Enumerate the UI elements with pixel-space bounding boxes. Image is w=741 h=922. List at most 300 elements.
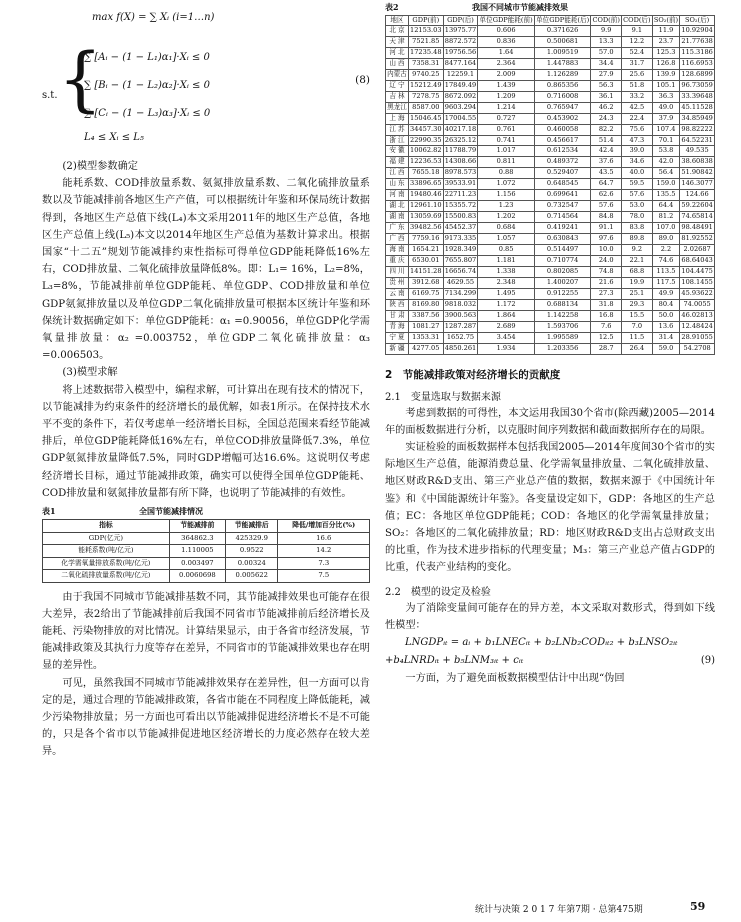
table1-cell: 化学需氧量排放系数(吨/亿元): [43, 557, 170, 570]
table2-cell: 74.8: [591, 266, 622, 277]
table2-cell: 9603.294: [443, 102, 478, 113]
table2-region-cell: 甘 肃: [386, 310, 409, 321]
table2-cell: 13.3: [591, 36, 622, 47]
table2-cell: 6530.01: [408, 256, 443, 267]
table2-cell: 15212.49: [408, 80, 443, 91]
table2-cell: 4277.05: [408, 343, 443, 354]
table2-cell: 80.4: [652, 299, 680, 310]
table1-caption: [42, 506, 370, 517]
table1: [42, 519, 370, 583]
table2-cell: 7.6: [591, 321, 622, 332]
table2-cell: 0.460058: [534, 124, 591, 135]
table2-cell: 36.3: [652, 91, 680, 102]
table2-cell: 0.836: [478, 36, 535, 47]
table2-cell: 0.88: [478, 168, 535, 179]
table2-cell: 4629.55: [443, 277, 478, 288]
table2-header: COD(前): [592, 16, 620, 24]
table2-cell: 0.765947: [534, 102, 591, 113]
table2-cell: 59.22604: [680, 201, 715, 212]
table2-cell: 1.172: [478, 299, 535, 310]
table2-row: [386, 36, 715, 47]
table2-cell: 8477.164: [443, 58, 478, 69]
table2-region-cell: 陕 西: [386, 299, 409, 310]
table2-cell: 22.4: [622, 113, 653, 124]
table2-cell: 12.2: [622, 36, 653, 47]
table2-header: GDP(后): [443, 16, 478, 26]
table2-cell: 22990.35: [408, 135, 443, 146]
equation-9-line1: LNGDPᵢₜ = aᵢ + b₁LNECᵢₜ + b₂LNb₂CODᵢₜ₂ + b₃LNSO₂ᵢₜ: [405, 637, 678, 649]
table2-row: [386, 47, 715, 58]
table2-region-cell: 青 海: [386, 321, 409, 332]
table2-cell: 126.8: [652, 58, 680, 69]
table2-cell: 28.7: [591, 343, 622, 354]
table2-region-cell: 山 西: [386, 58, 409, 69]
table2-cell: 39.0: [622, 146, 653, 157]
table2-cell: 1928.349: [443, 245, 478, 256]
table2-cell: 2.348: [478, 277, 535, 288]
table2-cell: 64.4: [652, 201, 680, 212]
table1-cell: 0.003497: [169, 557, 225, 570]
table2-cell: 113.5: [652, 266, 680, 277]
table2-row: [386, 124, 715, 135]
table2-cell: 7655.807: [443, 256, 478, 267]
table2-region-cell: 黑龙江: [386, 102, 409, 113]
table2-header: 单位GDP能耗(后): [536, 16, 590, 24]
table1-header: 降低/增加百分比(%): [278, 520, 370, 533]
table2-region-cell: 云 南: [386, 288, 409, 299]
table2-cell: 1.439: [478, 80, 535, 91]
table2-cell: 21.6: [591, 277, 622, 288]
paragraph-2-2-a: 为了消除变量间可能存在的异方差，本文采取对数形式，得到如下线性模型：: [385, 602, 715, 631]
table2-cell: 0.741: [478, 135, 535, 146]
table2-cell: 39482.56: [408, 223, 443, 234]
equation-9: [385, 634, 715, 670]
table2-cell: 0.606: [478, 26, 535, 37]
table2-row: [386, 223, 715, 234]
table2-title: 我国不同城市节能减排效果: [472, 2, 569, 12]
table2-cell: 0.912255: [534, 288, 591, 299]
table2-cell: 1.072: [478, 179, 535, 190]
table2-cell: 11788.79: [443, 146, 478, 157]
table2-cell: 23.7: [652, 36, 680, 47]
table2-cell: 1.214: [478, 102, 535, 113]
table2-cell: 56.3: [591, 80, 622, 91]
table2-cell: 42.4: [591, 146, 622, 157]
table2-cell: 0.732547: [534, 201, 591, 212]
table2-cell: 39533.91: [443, 179, 478, 190]
table2-region-cell: 安 徽: [386, 146, 409, 157]
table2-region-cell: 湖 北: [386, 201, 409, 212]
table2-cell: 28.91055: [680, 332, 715, 343]
table2-cell: 7759.16: [408, 234, 443, 245]
table2-row: [386, 26, 715, 37]
table2-cell: 38.60838: [680, 157, 715, 168]
table2-cell: 33896.65: [408, 179, 443, 190]
paragraph-2-2-b: 一方面，为了避免面板数据模型估计中出现“伪回: [405, 673, 625, 685]
constraint-brace: {: [58, 38, 103, 120]
table2-cell: 139.9: [652, 69, 680, 80]
table2-cell: 0.529407: [534, 168, 591, 179]
table2-cell: 53.0: [622, 201, 653, 212]
table1-header: 节能减排后: [226, 520, 278, 533]
table2-cell: 0.514497: [534, 245, 591, 256]
table1-cell: 0.0060698: [169, 570, 225, 583]
table2-cell: 57.6: [622, 190, 653, 201]
table2-row: [386, 168, 715, 179]
table1-cell: 14.2: [278, 545, 370, 558]
table2-cell: 128.6899: [680, 69, 715, 80]
table1-cell: 364862.3: [169, 532, 225, 545]
table2-cell: 8672.092: [443, 91, 478, 102]
table2-cell: 70.1: [652, 135, 680, 146]
table2-cell: 64.7: [591, 179, 622, 190]
table1-cell: 0.00324: [226, 557, 278, 570]
table2-cell: 1.126289: [534, 69, 591, 80]
table2-cell: 36.1: [591, 91, 622, 102]
table2-cell: 1.23: [478, 201, 535, 212]
table2-cell: 84.8: [591, 212, 622, 223]
table2-cell: 0.714564: [534, 212, 591, 223]
table2-cell: 40.0: [622, 168, 653, 179]
table2-cell: 74.6: [652, 256, 680, 267]
table2-row: [386, 332, 715, 343]
table2-cell: 82.2: [591, 124, 622, 135]
table1-row: [43, 532, 370, 545]
table2-row: [386, 102, 715, 113]
table2-cell: 146.3077: [680, 179, 715, 190]
table2-cell: 42.5: [622, 102, 653, 113]
table2-cell: 117.5: [652, 277, 680, 288]
table2-cell: 19.9: [622, 277, 653, 288]
table2-cell: 1.203356: [534, 343, 591, 354]
table2-cell: 1.202: [478, 212, 535, 223]
table2-row: [386, 277, 715, 288]
table2-cell: 42.0: [652, 157, 680, 168]
table2-cell: 124.66: [680, 190, 715, 201]
table2-cell: 25.1: [622, 288, 653, 299]
table2-cell: 107.4: [652, 124, 680, 135]
table2-cell: 7521.85: [408, 36, 443, 47]
table2-header: COD(后): [623, 16, 651, 24]
page-number: 59: [690, 900, 706, 913]
table2-cell: 57.6: [591, 201, 622, 212]
table2-cell: 19756.56: [443, 47, 478, 58]
table2-cell: 34.4: [591, 58, 622, 69]
table2-cell: 108.1455: [680, 277, 715, 288]
table2-cell: 49.535: [680, 146, 715, 157]
table2-cell: 34457.30: [408, 124, 443, 135]
table2-cell: 2.02687: [680, 245, 715, 256]
table2-cell: 10.0: [591, 245, 622, 256]
table2-cell: 98.48491: [680, 223, 715, 234]
table2-header: 地区: [386, 16, 409, 26]
table2-cell: 12961.10: [408, 201, 443, 212]
table2-cell: 7278.75: [408, 91, 443, 102]
table2-cell: 14151.28: [408, 266, 443, 277]
table2-cell: 1.017: [478, 146, 535, 157]
table2-cell: 0.761: [478, 124, 535, 135]
table2-cell: 9740.25: [408, 69, 443, 80]
table2-region-cell: 内蒙古: [386, 69, 409, 80]
table2-cell: 10062.82: [408, 146, 443, 157]
table2-cell: 1.338: [478, 266, 535, 277]
table2-cell: 9173.335: [443, 234, 478, 245]
table2-cell: 68.8: [622, 266, 653, 277]
table2-cell: 0.419241: [534, 223, 591, 234]
equation-number-9: (9): [700, 655, 715, 667]
table2-cell: 2.689: [478, 321, 535, 332]
table2-cell: 91.1: [591, 223, 622, 234]
heading-model-params: (2)模型参数确定: [62, 161, 138, 172]
table2-cell: 8872.572: [443, 36, 478, 47]
section-2-heading: 2 节能减排政策对经济增长的贡献度: [385, 368, 561, 381]
table2-cell: 1.209: [478, 91, 535, 102]
table2-cell: 37.9: [652, 113, 680, 124]
table2-cell: 13059.69: [408, 212, 443, 223]
table2-cell: 17235.48: [408, 47, 443, 58]
table2-cell: 24.3: [591, 113, 622, 124]
paragraph-params: 能耗系数、COD排放量系数、氨氮排放量系数、二氧化硫排放量系数以及节能减排前各地区生产产值，可以根据统计年鉴和环保局统计数据得到，各地区生产总值下线(L₄)本文采用2011年的地区生产总值，各地区生产总值上线(L₅)本文以2014年地区生产总值为基数计算求出。根据国家“十二五”规划节能减排约束性指标可得单位GDP能耗降低16%左右，COD排放量、二氧化硫排放量降低8%。即：L₁= 16%，L₂=8%，L₃=8%，节能减排前单位GDP能耗、单位GDP、COD排放量和单位GDP氨氮排放量以及单位GDP二氧化硫排放量可根据本区统计年鉴和环保统计数据确定如下：单位GDP能耗：α₁ =0.90056，单位GDP化学需氧量排放量：α₂ =0.003752，单位GDP二氧化硫排放量：α₃ =0.006503。: [42, 178, 370, 362]
table1-cell: 7.5: [278, 570, 370, 583]
table2-cell: 105.1: [652, 80, 680, 91]
table2-cell: 16.8: [591, 310, 622, 321]
table1-label: 表1: [42, 506, 56, 517]
table2-cell: 22.1: [622, 256, 653, 267]
table2-cell: 0.456617: [534, 135, 591, 146]
table2: [385, 15, 715, 355]
table1-title: 全国节能减排情况: [139, 506, 204, 517]
table2-cell: 19480.46: [408, 190, 443, 201]
table2-cell: 2.009: [478, 69, 535, 80]
constraint-4: L₄ ≤ Xᵢ ≤ L₅: [84, 132, 144, 143]
paragraph-2-1-b: 实证检验的面板数据样本包括我国2005—2014年度间30个省市的实际地区生产总值，能源消费总量、化学需氧量排放量、二氧化硫排放量、地区财政R&D支出、第三产业总产值的数据，数据来源于《中国统计年鉴》和《中国能源统计年鉴》。各变量设定如下，GDP：各地区的生产总值；EC：各地区单位GDP能耗；COD：各地区的化学需氧量排放量；SO₂：各地区的二氧化硫排放量；RD：地区财政R&D支出占总财政支出的比重，作为技术进步指标的代理变量；M₃：第三产业总产值占GDP的比重，代表产业结构的变化。: [385, 442, 715, 574]
equation-9-line2: +b₄LNRDᵢₜ + b₅LNM₃ᵢₜ + cᵢₜ: [385, 655, 524, 667]
table2-cell: 0.648545: [534, 179, 591, 190]
table2-region-cell: 四 川: [386, 266, 409, 277]
table2-cell: 22711.23: [443, 190, 478, 201]
table2-region-cell: 浙 江: [386, 135, 409, 146]
table2-cell: 1.142258: [534, 310, 591, 321]
table2-region-cell: 吉 林: [386, 91, 409, 102]
table2-cell: 49.9: [652, 288, 680, 299]
table2-cell: 59.5: [622, 179, 653, 190]
table2-cell: 115.3186: [680, 47, 715, 58]
table2-cell: 1.934: [478, 343, 535, 354]
table2-header: SO₂(后): [680, 16, 715, 26]
table2-cell: 159.0: [652, 179, 680, 190]
table2-region-cell: 福 建: [386, 157, 409, 168]
table2-cell: 46.02813: [680, 310, 715, 321]
table2-row: [386, 135, 715, 146]
table2-cell: 8587.00: [408, 102, 443, 113]
table2-region-cell: 上 海: [386, 113, 409, 124]
table2-cell: 0.85: [478, 245, 535, 256]
table1-row: [43, 545, 370, 558]
table2-cell: 3.454: [478, 332, 535, 343]
table2-cell: 0.802085: [534, 266, 591, 277]
table2-cell: 1081.27: [408, 321, 443, 332]
table2-cell: 59.0: [652, 343, 680, 354]
table2-cell: 2.364: [478, 58, 535, 69]
table1-row: [43, 557, 370, 570]
table2-cell: 50.0: [652, 310, 680, 321]
journal-footer: 统计与决策 2 0 1 7 年第7期 · 总第475期: [475, 905, 643, 915]
table2-cell: 3387.56: [408, 310, 443, 321]
table2-cell: 1.593706: [534, 321, 591, 332]
table2-region-cell: 山 东: [386, 179, 409, 190]
table2-cell: 0.630843: [534, 234, 591, 245]
paragraph-2-1-a: 考虑到数据的可得性，本文运用我国30个省市(除西藏)2005—2014年的面板数据进行分析，以克服时间序列数据和截面数据所存在的局限。: [385, 407, 715, 436]
table1-cell: GDP(亿元): [43, 532, 170, 545]
table2-cell: 47.3: [622, 135, 653, 146]
table2-cell: 25.6: [622, 69, 653, 80]
table2-region-cell: 江 西: [386, 168, 409, 179]
table2-cell: 81.92552: [680, 234, 715, 245]
right-column: [385, 0, 715, 687]
table2-cell: 83.8: [622, 223, 653, 234]
table2-row: [386, 69, 715, 80]
table2-row: [386, 201, 715, 212]
table2-cell: 1.495: [478, 288, 535, 299]
table2-cell: 1652.75: [443, 332, 478, 343]
table2-cell: 15355.72: [443, 201, 478, 212]
left-column: [42, 0, 370, 761]
table1-cell: 0.9522: [226, 545, 278, 558]
table2-cell: 9818.032: [443, 299, 478, 310]
table2-cell: 0.688134: [534, 299, 591, 310]
table2-cell: 1.156: [478, 190, 535, 201]
subsection-2-1-heading: 2.1 变量选取与数据来源: [385, 391, 501, 403]
table2-cell: 8978.573: [443, 168, 478, 179]
table2-cell: 15500.83: [443, 212, 478, 223]
table2-cell: 107.0: [652, 223, 680, 234]
constraint-3: ∑ [Cᵢ − (1 − L₃)α₃]·Xᵢ ≤ 0: [84, 108, 211, 119]
table2-cell: 27.3: [591, 288, 622, 299]
table2-row: [386, 256, 715, 267]
table2-cell: 29.3: [622, 299, 653, 310]
table2-cell: 12259.1: [443, 69, 478, 80]
table2-cell: 17004.55: [443, 113, 478, 124]
table2-region-cell: 江 苏: [386, 124, 409, 135]
table2-row: [386, 80, 715, 91]
table2-cell: 68.64043: [680, 256, 715, 267]
paragraph-conclusion: 可见，虽然我国不同城市节能减排效果存在差异性，但一方面可以肯定的是，通过合理的节能减排政策，各省市能在不同程度上降低能耗，减少污染物排放量；另一方面也可看出以节能减排促进经济增长不是不可能的，只是各个省市以节能减排促进地区经济增长的力度必然存在较大差异。: [42, 677, 370, 758]
table2-cell: 40217.18: [443, 124, 478, 135]
table2-cell: 46.2: [591, 102, 622, 113]
table2-row: [386, 299, 715, 310]
table2-cell: 64.52231: [680, 135, 715, 146]
table2-cell: 7.0: [622, 321, 653, 332]
table2-row: [386, 146, 715, 157]
table2-cell: 8169.80: [408, 299, 443, 310]
table2-cell: 31.7: [622, 58, 653, 69]
table2-cell: 54.2708: [680, 343, 715, 354]
table2-cell: 98.82222: [680, 124, 715, 135]
table2-row: [386, 212, 715, 223]
table2-cell: 6169.75: [408, 288, 443, 299]
table2-cell: 14308.66: [443, 157, 478, 168]
table2-cell: 4850.261: [443, 343, 478, 354]
table2-cell: 43.5: [591, 168, 622, 179]
table2-cell: 0.727: [478, 113, 535, 124]
table2-cell: 11.5: [622, 332, 653, 343]
table2-cell: 1.057: [478, 234, 535, 245]
table2-cell: 116.6953: [680, 58, 715, 69]
table2-row: [386, 288, 715, 299]
objective-function: max f(X) = ∑ Xᵢ (i=1…n): [92, 12, 215, 23]
table2-cell: 7655.18: [408, 168, 443, 179]
table2-row: [386, 310, 715, 321]
table2-cell: 57.0: [591, 47, 622, 58]
table1-cell: 7.3: [278, 557, 370, 570]
table1-cell: 0.005622: [226, 570, 278, 583]
table2-cell: 31.4: [652, 332, 680, 343]
table2-cell: 13975.77: [443, 26, 478, 37]
table2-cell: 12236.53: [408, 157, 443, 168]
table2-row: [386, 245, 715, 256]
table2-region-cell: 宁 夏: [386, 332, 409, 343]
table1-cell: 16.6: [278, 532, 370, 545]
table2-row: [386, 157, 715, 168]
table1-header: 节能减排前: [169, 520, 225, 533]
table2-cell: 96.73059: [680, 80, 715, 91]
table2-cell: 135.5: [652, 190, 680, 201]
table2-cell: 74.0055: [680, 299, 715, 310]
table2-cell: 9.1: [622, 26, 653, 37]
table2-region-cell: 湖 南: [386, 212, 409, 223]
table1-cell: 425329.9: [226, 532, 278, 545]
table2-header: GDP(前): [408, 16, 443, 26]
table2-cell: 26325.12: [443, 135, 478, 146]
equation-number-8: (8): [355, 74, 370, 86]
table2-cell: 12.5: [591, 332, 622, 343]
table2-cell: 0.371626: [534, 26, 591, 37]
table2-cell: 21.77638: [680, 36, 715, 47]
table1-cell: 能耗系数(吨/亿元): [43, 545, 170, 558]
paragraph-differences: 由于我国不同城市节能减排基数不同，其节能减排效果也可能存在很大差异，表2给出了节能减排前后我国不同省市节能减排前后经济增长及能耗、污染物排放的对比情况。计算结果显示，由于各省市经济发展，节能减排政策及其执行力度等存在差异，不同省市的节能减排效果也存在明显的差异性。: [42, 591, 370, 672]
table2-cell: 0.453902: [534, 113, 591, 124]
table2-cell: 52.4: [622, 47, 653, 58]
table2-cell: 78.0: [622, 212, 653, 223]
table2-cell: 24.0: [591, 256, 622, 267]
table1-cell: 二氧化硫排放量系数(吨/亿元): [43, 570, 170, 583]
table2-label: 表2: [385, 2, 399, 12]
table2-cell: 37.6: [591, 157, 622, 168]
table2-cell: 0.699641: [534, 190, 591, 201]
table2-cell: 34.6: [622, 157, 653, 168]
table2-cell: 9.2: [622, 245, 653, 256]
table1-cell: 1.110005: [169, 545, 225, 558]
table2-cell: 12.48424: [680, 321, 715, 332]
table2-cell: 51.4: [591, 135, 622, 146]
table1-header: 指标: [43, 520, 170, 533]
table2-cell: 16656.74: [443, 266, 478, 277]
paragraph-solve: 将上述数据带入模型中，编程求解，可计算出在现有技术的情况下，以节能减排为约束条件的经济增长的最优解，如表1所示。在保持技术水平不变的条件下，若仅考虑单一经济增长目标，全国总范围来看经节能减排后，单位GDP能耗降低16%左右，单位COD排放量降低7.3%，单位GDP氨氮排放量降低7.5%，同时GDP增幅可达16.6%。这说明仅考虑经济增长目标，通过节能减排政策，确实可以使得全国单位GDP能耗、COD排放量和氨氮排放量都有所下降，也说明了节能减排的有效性。: [42, 384, 370, 499]
table2-cell: 13.6: [652, 321, 680, 332]
table2-cell: 49.0: [652, 102, 680, 113]
table2-cell: 0.489372: [534, 157, 591, 168]
table2-row: [386, 91, 715, 102]
table2-cell: 75.6: [622, 124, 653, 135]
table2-cell: 1287.287: [443, 321, 478, 332]
table2-cell: 104.4475: [680, 266, 715, 277]
table2-cell: 3912.68: [408, 277, 443, 288]
table2-cell: 89.8: [622, 234, 653, 245]
table2-cell: 10.92904: [680, 26, 715, 37]
heading-model-solve: (3)模型求解: [62, 367, 118, 379]
table2-region-cell: 辽 宁: [386, 80, 409, 91]
table2-cell: 45452.37: [443, 223, 478, 234]
